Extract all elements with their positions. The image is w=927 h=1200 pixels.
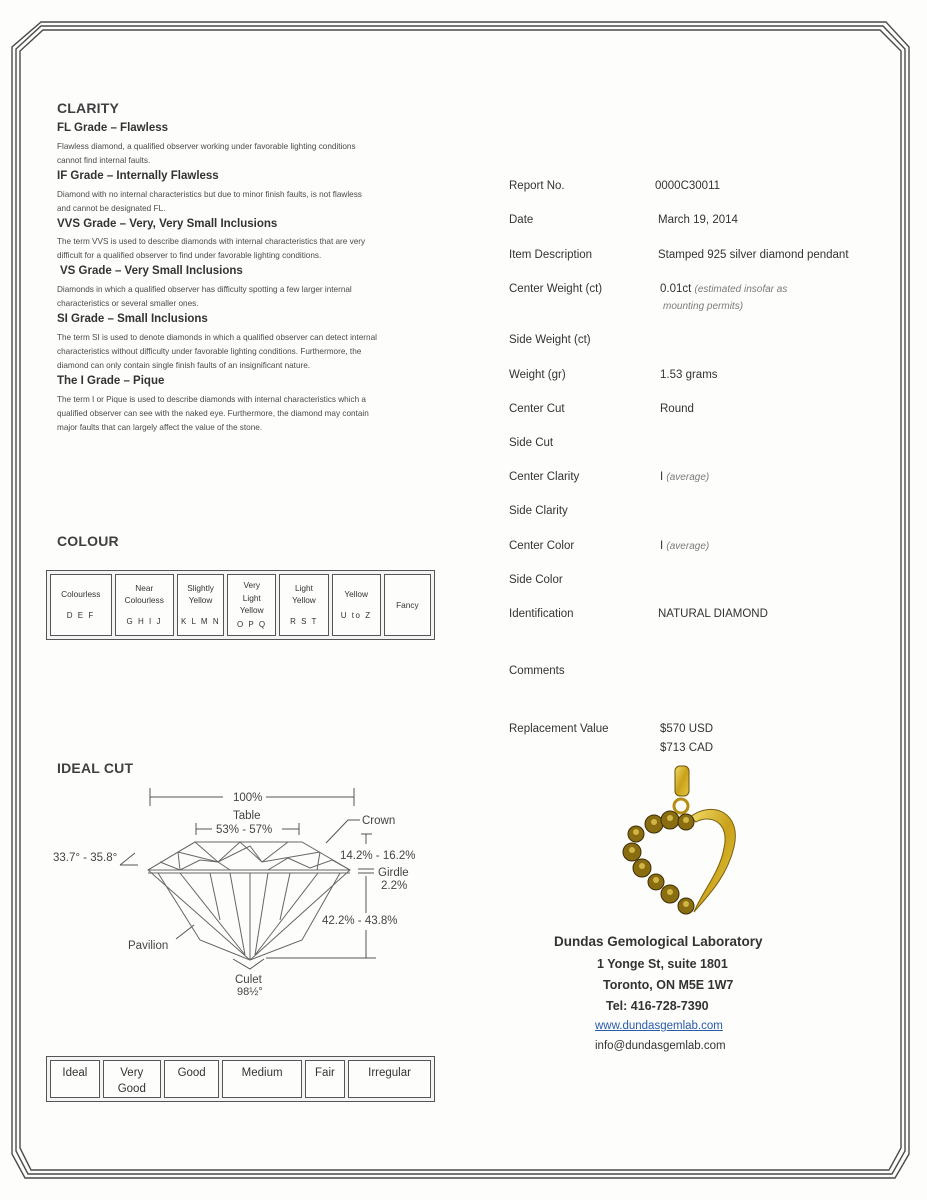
grade-vvs-title: VVS Grade – Very, Very Small Inclusions [57, 218, 278, 230]
colour-cell-very-light-yellow [227, 574, 276, 636]
colour-codes: G H I J [126, 616, 162, 626]
pavilion-depth-label: 42.2% - 43.8% [322, 915, 398, 927]
grade-vvs-line-2: difficult for a qualified observer to find under favorable lighting conditions. [57, 251, 322, 260]
colour-cell-slightly-yellow [177, 574, 224, 636]
item-description-label: Item Description [509, 249, 593, 261]
lab-name: Dundas Gemological Laboratory [554, 934, 763, 949]
cut-grade-medium: Medium [222, 1060, 301, 1098]
clarity-heading: CLARITY [57, 100, 120, 116]
pavilion-label: Pavilion [128, 940, 169, 952]
colour-codes: U to Z [340, 610, 372, 620]
lab-telephone: Tel: 416-728-7390 [606, 999, 709, 1013]
crown-height-label: 14.2% - 16.2% [340, 850, 416, 862]
grade-vvs-line-1: The term VVS is used to describe diamonds with internal characteristics that are very [57, 237, 366, 246]
center-clarity-value [660, 471, 709, 483]
grade-if-desc [57, 188, 427, 216]
culet-label: Culet [235, 974, 262, 986]
grade-si-desc [57, 331, 427, 373]
center-weight-note: (estimated insofar as [694, 284, 788, 295]
replacement-value-usd: $570 USD [660, 723, 714, 735]
grade-i-line-2: qualified observer can see with the naked eye. Furthermore, the diamond may contain [57, 409, 369, 418]
colour-cell-near-colourless [115, 574, 174, 636]
identification-label: Identification [509, 608, 574, 620]
center-color-grade: I [660, 540, 664, 552]
replacement-value-cad: $713 CAD [660, 742, 714, 754]
cut-grade-ideal: Ideal [50, 1060, 100, 1098]
replacement-value-label: Replacement Value [509, 723, 609, 735]
grade-i-line-3: major faults that can largely affect the value of the stone. [57, 423, 263, 432]
center-weight-note-line-2: mounting permits) [663, 301, 744, 312]
lab-website-link[interactable]: www.dundasgemlab.com [595, 1020, 723, 1032]
diameter-label: 100% [233, 792, 263, 804]
weight-value: 1.53 grams [660, 369, 718, 381]
side-weight-label: Side Weight (ct) [509, 334, 591, 346]
grade-vs-line-2: characteristics or several smaller ones. [57, 299, 199, 308]
colour-cell-colourless [50, 574, 112, 636]
date-value: March 19, 2014 [658, 214, 738, 226]
center-clarity-grade: I [660, 471, 664, 483]
date-label: Date [509, 214, 534, 226]
cut-grade-irregular: Irregular [348, 1060, 431, 1098]
crown-label: Crown [362, 815, 396, 827]
colour-cell-light-yellow [279, 574, 328, 636]
grade-vs-title: VS Grade – Very Small Inclusions [60, 265, 243, 277]
center-color-label: Center Color [509, 540, 575, 552]
colour-scale-table [46, 570, 435, 640]
pendant-bail [675, 766, 689, 796]
lab-email: info@dundasgemlab.com [595, 1040, 726, 1052]
identification-value: NATURAL DIAMOND [658, 608, 768, 620]
grade-if-line-2: and cannot be designated FL. [57, 204, 166, 213]
cut-grade-table [46, 1056, 435, 1102]
cut-grade-very-good: Very Good [103, 1060, 161, 1098]
colour-codes: K L M N [181, 616, 221, 626]
culet-value-label: 98½° [237, 986, 263, 998]
colour-name: Near Colourless [124, 582, 164, 606]
lab-address-line-2: Toronto, ON M5E 1W7 [603, 978, 734, 992]
pendant-diamond-cluster [623, 811, 694, 914]
grade-si-line-1: The term SI is used to denote diamonds in which a qualified observer can detect internal [57, 333, 377, 342]
grade-i-line-1: The term I or Pique is used to describe diamonds with internal characteristics which a [57, 395, 366, 404]
colour-cell-yellow [332, 574, 381, 636]
cut-grade-fair: Fair [305, 1060, 345, 1098]
colour-name: Colourless [61, 589, 101, 599]
colour-name: Fancy [396, 599, 419, 610]
table-range-label: 53% - 57% [216, 824, 273, 836]
lab-address-line-1: 1 Yonge St, suite 1801 [597, 957, 728, 971]
grade-if-title: IF Grade – Internally Flawless [57, 170, 219, 182]
grade-vs-desc [57, 283, 427, 311]
grade-i-title: The I Grade – Pique [57, 375, 165, 387]
grade-fl-line-2: cannot find internal faults. [57, 156, 151, 165]
colour-name: Light Yellow [292, 582, 316, 606]
side-color-label: Side Color [509, 574, 563, 586]
center-clarity-note: (average) [666, 472, 710, 483]
center-weight-label: Center Weight (ct) [509, 283, 603, 295]
diamond-shape [148, 842, 350, 960]
girdle-value-label: 2.2% [381, 880, 408, 892]
side-cut-label: Side Cut [509, 437, 554, 449]
grade-fl-line-1: Flawless diamond, a qualified observer working under favorable lighting conditions [57, 142, 356, 151]
grade-si-line-2: characteristics without difficulty under favorable lighting conditions. Furthermore, the [57, 347, 362, 356]
girdle-label: Girdle [378, 867, 409, 879]
ideal-cut-heading: IDEAL CUT [57, 760, 134, 776]
grade-vs-line-1: Diamonds in which a qualified observer has difficulty spotting a few larger internal [57, 285, 352, 294]
colour-codes: O P Q [236, 619, 267, 629]
colour-name: Yellow [344, 589, 369, 599]
grade-si-line-3: diamond can only contain single finish faults of an insignificant nature. [57, 361, 311, 370]
colour-codes: D E F [66, 610, 95, 620]
grade-fl-title: FL Grade – Flawless [57, 122, 169, 134]
colour-name: Slightly Yellow [187, 582, 214, 606]
center-color-note: (average) [666, 541, 710, 552]
grade-si-title: SI Grade – Small Inclusions [57, 313, 208, 325]
center-weight-value [660, 283, 787, 295]
comments-label: Comments [509, 665, 565, 677]
colour-cell-fancy [384, 574, 431, 636]
colour-name: Very Light Yellow [239, 580, 264, 615]
center-cut-value: Round [660, 403, 694, 415]
item-description-value: Stamped 925 silver diamond pendant [658, 249, 849, 261]
weight-label: Weight (gr) [509, 369, 566, 381]
table-label: Table [233, 810, 261, 822]
center-color-value [660, 540, 709, 552]
ideal-cut-diagram [40, 780, 440, 1010]
grade-vvs-desc [57, 235, 427, 263]
colour-codes: R S T [290, 616, 318, 626]
cut-grade-good: Good [164, 1060, 220, 1098]
colour-heading: COLOUR [57, 533, 119, 549]
crown-angle-label: 33.7° - 35.8° [53, 852, 118, 864]
pendant-heart-right [690, 809, 735, 912]
pendant-jump-ring [674, 799, 688, 813]
report-no-label: Report No. [509, 180, 565, 192]
heart-pendant-image [612, 762, 742, 922]
grade-i-desc [57, 393, 427, 435]
side-clarity-label: Side Clarity [509, 505, 568, 517]
report-no-value: 0000C30011 [655, 180, 721, 192]
center-clarity-label: Center Clarity [509, 471, 580, 483]
center-weight-amount: 0.01ct [660, 283, 692, 295]
center-cut-label: Center Cut [509, 403, 565, 415]
grade-fl-desc [57, 140, 427, 168]
grade-if-line-1: Diamond with no internal characteristics but due to minor finish faults, is not flawless [57, 190, 362, 199]
